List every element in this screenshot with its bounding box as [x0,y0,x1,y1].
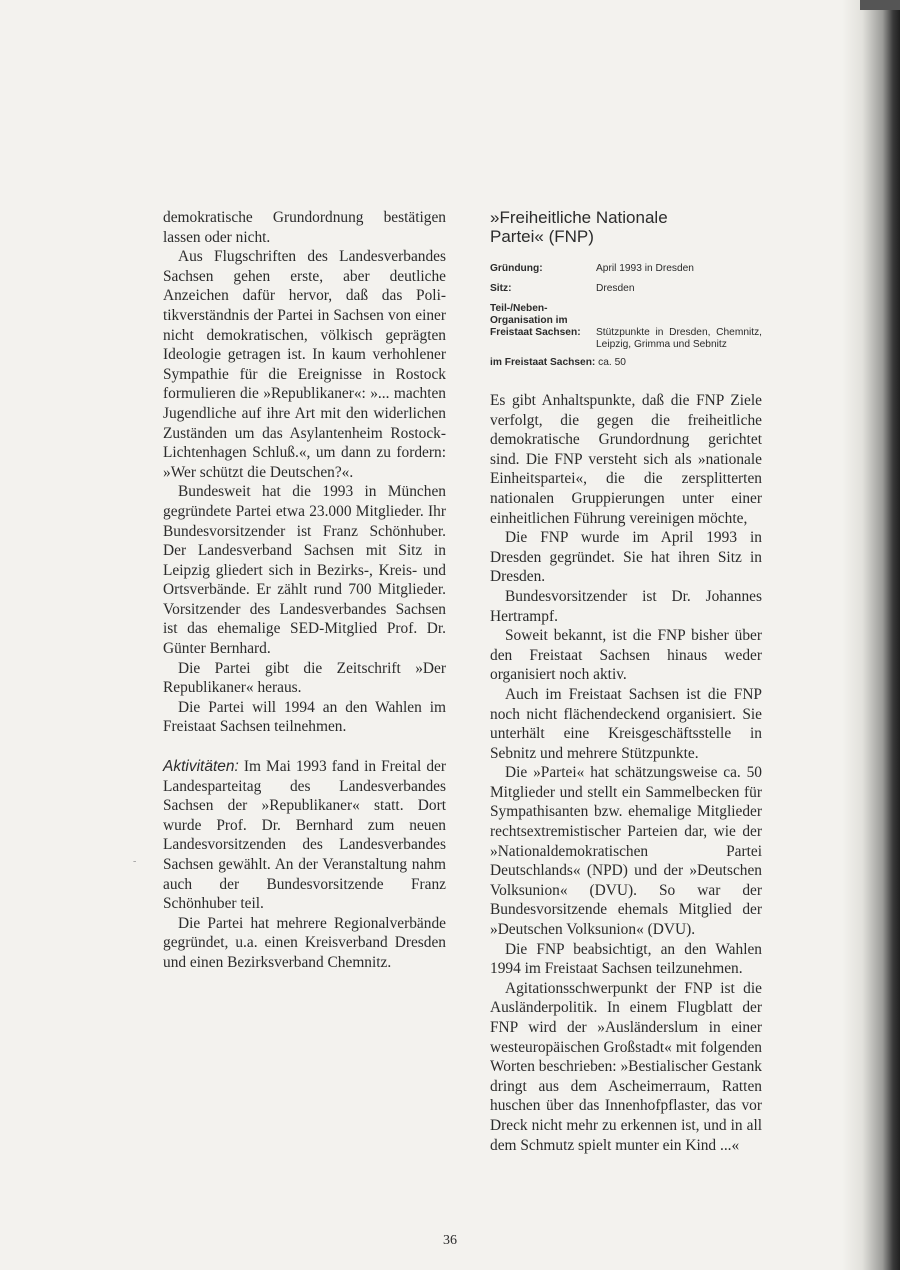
section-title-line-1: »Freiheitliche Nationale [490,208,668,227]
paragraph: Die Partei gibt die Zeitschrift »Der Republikaner« heraus. [163,659,446,697]
paragraph: Agitationsschwerpunkt der FNP ist die Ausländerpolitik. In einem Flugblatt der FNP wird der »Ausländerslum in einer westeuropäischen Großstadt« mit folgenden Worten beschrieben: »Bestialischer Gestank dringt aus dem Ascheimerraum, Ratten huschen über das Innenhofpflaster, das vor Dreck nicht mehr zu erkennen ist, und in all dem Schmutz spielt munter ein Kind ...« [490,979,762,1154]
info-row-gruendung [490,263,762,275]
aktivitaeten-label: Aktivitäten: [163,758,239,776]
paragraph: Die »Partei« hat schätzungsweise ca. 50 Mitglieder und stellt ein Sammelbecken für Sympathisanten bzw. ehemalige Mitglieder rechtsextremistischer Parteien dar, wie der »Nationaldemokratischen Partei Deutschlands« (NPD) und der »Deutschen Volksunion« (DVU). So war der Bundesvorsitzende ehemals Mitglied der »Deutschen Volksunion« (DVU). [490,764,762,939]
info-value: April 1993 in Dresden [596,263,694,274]
aktivitaeten-text: Im Mai 1993 fand in Freital der Landesparteitag des Landesverbandes Sachsen der »Republikaner« statt. Dort wurde Prof. Dr. Bernhard zum neuen Landesvorsitzenden des Landesverbandes Sachsen gewählt. An der Veranstaltung nahm auch der Bundesvorsitzende Franz Schönhuber teil. [163,758,446,913]
info-label: Gründung: [490,263,543,274]
paragraph: Soweit bekannt, ist die FNP bisher über den Freistaat Sachsen hinaus weder organisiert noch aktiv. [490,627,762,684]
paragraph: Aus Flugschriften des Landesverbandes Sachsen gehen erste, aber deutliche Anzeichen dafür hervor, daß das Politikverständnis der Partei in Sachsen von einer nicht demokratischen, völkisch geprägten Ideologie getragen ist. In kaum verhohlener Sympathie für die Ereignisse in Rostock formulieren die »Republikaner«: »... machten Jugendliche auf ihre Art mit den widerlichen Zuständen um das Asylantenheim Rostock-Lichtenhagen Schluß.«, um dann zu fordern: »Wer schützt die Deutschen?«. [163,248,446,481]
paragraph: demokratische Grundordnung bestätigen lassen oder nicht. [163,209,446,246]
info-value: Dresden [596,283,635,294]
paragraph: Bundesweit hat die 1993 in München gegründete Partei etwa 23.000 Mitglieder. Ihr Bundesvorsitzender ist Franz Schönhuber. Der Landesverband Sachsen mit Sitz in Leipzig gliedert sich in Bezirks-, Kreis- und Ortsverbände. Er zählt rund 700 Mitglieder. Vorsitzender des Landesverbandes Sachsen ist das ehemalige SED-Mitglied Prof. Dr. Günter Bernhard. [163,483,446,658]
page-number: 36 [443,1233,457,1248]
page-edge-marker [860,0,900,10]
info-label: Teil-/Neben- Organisation im Freistaat Sachsen: [490,303,581,338]
section-title [490,208,762,246]
paragraph: Die Partei hat mehrere Regionalverbände gegründet, u.a. einen Kreisverband Dresden und einen Bezirksverband Chemnitz. [163,914,446,971]
paragraph: Die FNP beabsichtigt, an den Wahlen 1994 im Freistaat Sachsen teilzunehmen. [490,940,762,978]
info-table [490,263,762,369]
info-row-sitz [490,283,762,295]
section-title-line-2: Partei« (FNP) [490,227,594,246]
right-column [490,208,762,1155]
info-row-organisation [490,303,762,351]
info-label: im Freistaat Sachsen: [490,357,596,368]
page-edge-shadow [842,0,900,1270]
info-value: ca. 50 [595,357,626,368]
paragraph: Auch im Freistaat Sachsen ist die FNP noch nicht flächendeckend organisiert. Sie unterhält eine Kreisgeschäftsstelle in Sebnitz und mehrere Stützpunkte. [490,685,762,762]
margin-mark: - [133,856,137,867]
paragraph: Die FNP wurde im April 1993 in Dresden gegründet. Sie hat ihren Sitz in Dresden. [490,529,762,586]
info-value: Stützpunkte in Dresden, Chemnitz, Leipzig, Grimma und Sebnitz [596,327,762,350]
paragraph: Die Partei will 1994 an den Wahlen im Freistaat Sachsen teilnehmen. [163,698,446,736]
aktivitaeten-paragraph [163,757,446,914]
info-label: Sitz: [490,283,512,294]
paragraph: Bundesvorsitzender ist Dr. Johannes Hertrampf. [490,587,762,625]
info-row-mitglieder [490,357,762,369]
left-column [163,208,446,973]
paragraph: Es gibt Anhaltspunkte, daß die FNP Ziele verfolgt, die gegen die freiheitliche demokratische Grundordnung gerichtet sind. Die FNP versteht sich als »nationale Einheitspartei«, die die zersplitterten nationalen Gruppierungen unter einer einheitlichen Führung vereinigen möchte, [490,392,762,527]
